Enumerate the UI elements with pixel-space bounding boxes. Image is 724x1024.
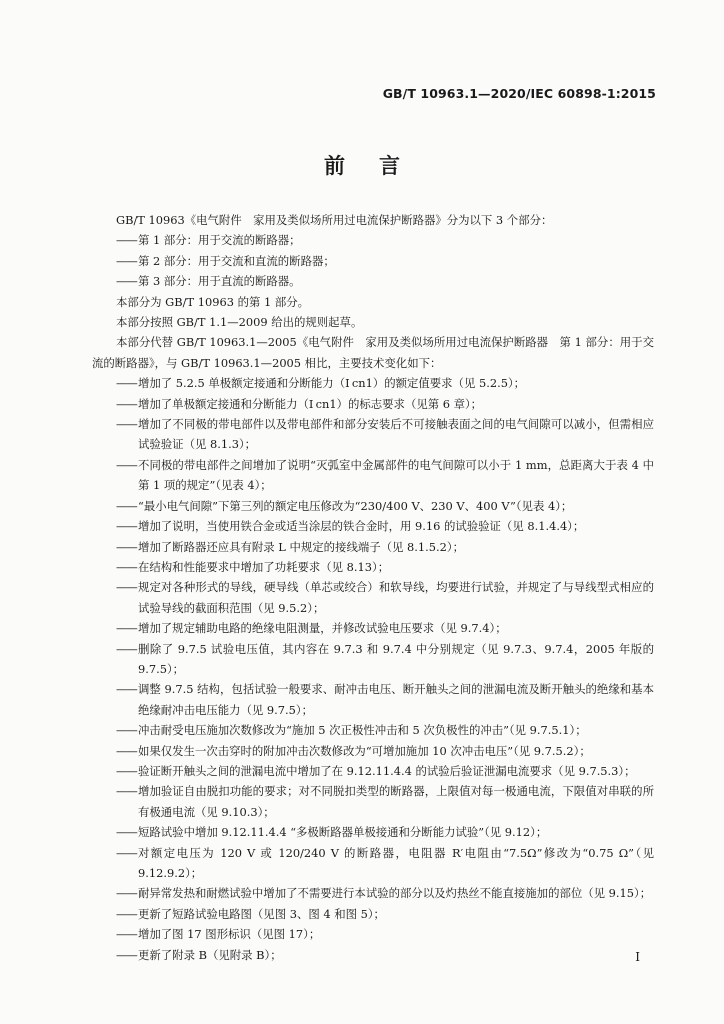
change-item	[92, 679, 654, 720]
em-dash: ——	[116, 233, 137, 248]
part-item	[92, 271, 654, 291]
em-dash: ——	[116, 784, 137, 799]
change-item	[92, 639, 654, 680]
change-item	[92, 373, 654, 393]
change-item	[92, 618, 654, 638]
em-dash: ——	[116, 559, 137, 574]
change-item	[92, 843, 654, 884]
change-item	[92, 945, 654, 965]
change-item-text: “最小电气间隙”下第三列的额定电压修改为“230/400 V、230 V、400 V”（见表 4）；	[138, 498, 573, 513]
drafting-rules-statement: 本部分按照 GB/T 1.1—2009 给出的规则起草。	[116, 315, 363, 330]
part-item-text: 第 2 部分：用于交流和直流的断路器；	[138, 253, 335, 268]
change-item-text: 增加了规定辅助电路的绝缘电阻测量，并修改试验电压要求（见 9.7.4）；	[138, 621, 507, 636]
em-dash: ——	[116, 580, 137, 595]
change-item-text: 规定对各种形式的导线，硬导线（单芯或绞合）和软导线，均要进行试验，并规定了与导线型式相应的试验导线的截面积范围（见 9.5.2）；	[138, 580, 654, 615]
change-item-text: 增加验证自由脱扣功能的要求；对不同脱扣类型的断路器，上限值对每一极通电流，下限值对串联的所有极通电流（见 9.10.3）；	[138, 784, 654, 819]
change-item	[92, 883, 654, 903]
change-item-text: 耐异常发热和耐燃试验中增加了不需要进行本试验的部分以及灼热丝不能直接施加的部位（见 9.15）；	[138, 886, 652, 901]
change-item-text: 增加了说明，当使用铁合金或适当涂层的铁合金时，用 9.16 的试验验证（见 8.1.4.4）；	[138, 519, 585, 534]
intro-paragraph: GB/T 10963《电气附件 家用及类似场所用过电流保护断路器》分为以下 3 个部分：	[116, 213, 553, 227]
changes-list	[92, 373, 654, 965]
em-dash: ——	[116, 519, 137, 534]
change-item-text: 不同极的带电部件之间增加了说明“灭弧室中金属部件的电气间隙可以小于 1 mm，总距离大于表 4 中第 1 项的规定”（见表 4）；	[138, 457, 654, 493]
em-dash: ——	[116, 927, 137, 942]
em-dash: ——	[116, 621, 137, 636]
change-item-text: 如果仅发生一次击穿时的附加冲击次数修改为“可增加施加 10 次冲击电压”（见 9.7.5.2）；	[138, 743, 591, 758]
change-item	[92, 496, 654, 516]
change-item-text: 增加了图 17 图形标识（见图 17）；	[138, 927, 321, 942]
change-item	[92, 781, 654, 822]
part-item	[92, 230, 654, 250]
em-dash: ——	[116, 743, 137, 758]
change-item	[92, 761, 654, 781]
change-item	[92, 904, 654, 924]
document-body	[92, 210, 654, 965]
change-item	[92, 394, 654, 414]
part-item	[92, 251, 654, 271]
change-item	[92, 516, 654, 536]
em-dash: ——	[116, 886, 137, 901]
change-item-text: 调整 9.7.5 结构，包括试验一般要求、耐冲击电压、断开触头之间的泄漏电流及断开触头的绝缘和基本绝缘耐冲击电压能力（见 9.7.5）；	[138, 682, 654, 717]
change-item-text: 删除了 9.7.5 试验电压值，其内容在 9.7.3 和 9.7.4 中分别规定（见 9.7.3、9.7.4，2005 年版的 9.7.5）；	[138, 641, 654, 676]
change-item	[92, 414, 654, 455]
change-item	[92, 741, 654, 761]
change-item	[92, 720, 654, 740]
change-item-text: 增加了 5.2.5 单极额定接通和分断能力（I cn1）的额定值要求（见 5.2.5）；	[138, 376, 526, 391]
change-item	[92, 557, 654, 577]
em-dash: ——	[116, 763, 137, 778]
change-item-text: 更新了短路试验电路图（见图 3、图 4 和图 5）；	[138, 906, 385, 921]
change-item	[92, 537, 654, 557]
change-item-text: 在结构和性能要求中增加了功耗要求（见 8.13）；	[138, 559, 390, 574]
change-item	[92, 822, 654, 842]
em-dash: ——	[116, 906, 137, 921]
em-dash: ——	[116, 417, 137, 432]
change-item-text: 冲击耐受电压施加次数修改为“施加 5 次正极性冲击和 5 次负极性的冲击”（见 9.7.5.1）；	[138, 723, 587, 738]
change-item-text: 对额定电压为 120 V 或 120/240 V 的断路器，电阻器 R′电阻由“7.5Ω”修改为“0.75 Ω”（见 9.12.9.2）；	[138, 845, 654, 880]
em-dash: ——	[116, 947, 137, 962]
em-dash: ——	[116, 641, 137, 656]
page-title: 前言	[324, 154, 434, 178]
em-dash: ——	[116, 825, 137, 840]
em-dash: ——	[116, 539, 137, 554]
change-item-text: 短路试验中增加 9.12.11.4.4 “多极断路器单极接通和分断能力试验”（见 9.12）；	[138, 825, 548, 840]
em-dash: ——	[116, 457, 137, 472]
change-item-text: 增加了断路器还应具有附录 L 中规定的接线端子（见 8.1.5.2）；	[138, 539, 464, 554]
em-dash: ——	[116, 253, 137, 268]
change-item-text: 增加了单极额定接通和分断能力（I cn1）的标志要求（见第 6 章）；	[138, 396, 483, 411]
part-item-text: 第 1 部分：用于交流的断路器；	[138, 233, 301, 248]
change-item	[92, 577, 654, 618]
standard-code-header: GB/T 10963.1—2020/IEC 60898-1:2015	[382, 86, 656, 101]
change-item-text: 验证断开触头之间的泄漏电流中增加了在 9.12.11.4.4 的试验后验证泄漏电流要求（见 9.7.5.3）；	[138, 763, 636, 778]
em-dash: ——	[116, 845, 137, 860]
em-dash: ——	[116, 274, 137, 289]
em-dash: ——	[116, 498, 137, 513]
change-item-text: 增加了不同极的带电部件以及带电部件和部分安装后不可接触表面之间的电气间隙可以减小，但需相应试验验证（见 8.1.3）；	[138, 417, 654, 452]
change-item-text: 更新了附录 B（见附录 B）；	[138, 947, 282, 962]
em-dash: ——	[116, 376, 137, 391]
change-item	[92, 924, 654, 944]
page-number: I	[635, 950, 640, 964]
em-dash: ——	[116, 682, 137, 697]
replacement-statement: 本部分代替 GB/T 10963.1—2005《电气附件 家用及类似场所用过电流保护断路器 第 1 部分：用于交流的断路器》，与 GB/T 10963.1—2005 相比，主要技术变化如下：	[92, 335, 654, 370]
change-item	[92, 455, 654, 496]
em-dash: ——	[116, 723, 137, 738]
em-dash: ——	[116, 396, 137, 411]
part-statement: 本部分为 GB/T 10963 的第 1 部分。	[116, 294, 310, 309]
part-item-text: 第 3 部分：用于直流的断路器。	[138, 274, 301, 289]
